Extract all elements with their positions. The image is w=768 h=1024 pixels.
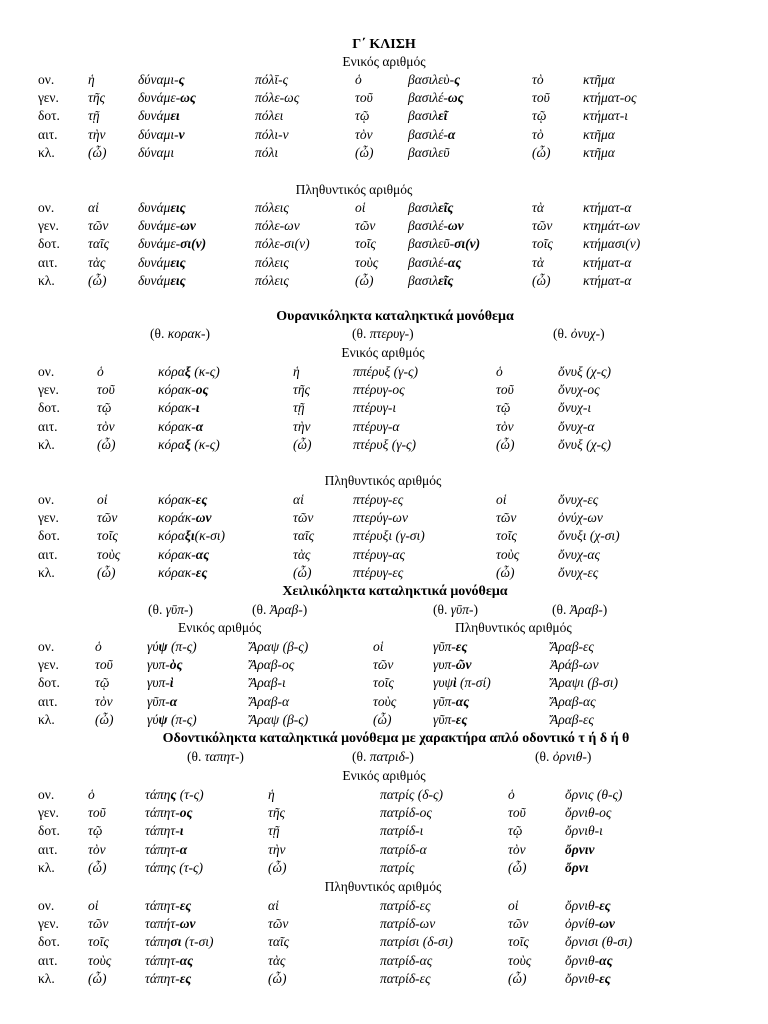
table-cell: βασιλεῦ-σι(ν)	[408, 236, 481, 252]
table-cell: τῶν	[355, 218, 376, 234]
case-label: γεν.	[38, 218, 59, 234]
table-cell: ὁ	[97, 364, 104, 379]
section-3-title: Χειλικόληκτα καταληκτικά μονόθεμα	[282, 584, 508, 599]
table-cell: τῶν	[88, 916, 109, 932]
table-cell: τοῦ	[97, 382, 115, 398]
table-cell: (ὦ)	[95, 711, 114, 727]
table-cell: κόρακ-ες	[158, 564, 208, 580]
table-cell: τοὺς	[355, 254, 379, 270]
table-cell: κόρακ-ες	[158, 492, 208, 507]
table-cell: τάπητ-ας	[145, 952, 194, 968]
table-cell: πόλε-ων	[255, 218, 300, 234]
table-cell: (ὦ)	[293, 436, 312, 452]
table-cell: κτημάτ-ων	[583, 218, 640, 234]
table-cell: Ἄραβ-α	[249, 693, 290, 709]
table-cell: τῷ	[88, 823, 103, 839]
table-cell: τοὺς	[97, 546, 121, 562]
section-4-singular-label: Ενικός αριθμός	[342, 768, 426, 783]
table-cell: πατρίδ-α	[380, 841, 427, 857]
section-2-stem-1: (θ. κορακ-)	[150, 326, 210, 341]
case-label: δοτ.	[38, 400, 60, 416]
table-cell: τάπητ-ες	[145, 970, 192, 986]
case-label: γεν.	[38, 510, 59, 526]
table-cell: τοῖς	[355, 236, 376, 252]
table-cell: (ὦ)	[355, 272, 374, 288]
table-cell: ὄνυχ-ας	[558, 546, 600, 562]
table-cell: γύψ (π-ς)	[147, 711, 197, 727]
table-cell: κόρακ-ας	[158, 546, 210, 562]
table-cell: κόραξι(κ-σι)	[158, 528, 225, 544]
table-cell: βασιλεῖς	[408, 200, 454, 215]
table-cell: δύναμι-ς	[138, 72, 185, 87]
table-cell: τῆς	[268, 805, 286, 821]
table-cell: βασιλεῦ	[408, 144, 450, 160]
table-cell: τοῖς	[496, 528, 517, 544]
table-cell: τὴν	[268, 841, 286, 857]
table-cell: ὄρνις (θ-ς)	[565, 787, 623, 802]
table-cell: τὰ	[532, 200, 544, 215]
table-cell: κτῆμα	[583, 144, 615, 160]
table-cell: ὄνυξ (χ-ς)	[558, 364, 611, 379]
table-cell: δύναμι-ν	[138, 126, 185, 142]
table-cell: τὸν	[355, 126, 373, 142]
table-cell: τὸν	[508, 841, 526, 857]
table-cell: πόλε-ως	[255, 90, 300, 106]
table-cell: πτέρυξ (γ-ς)	[353, 436, 417, 452]
table-cell: τῶν	[373, 657, 394, 673]
table-cell: τῇ	[88, 108, 100, 124]
table-cell: τῶν	[532, 218, 553, 234]
table-cell: ὄρνιθ-ες	[565, 970, 611, 986]
table-cell: οἱ	[373, 639, 384, 654]
case-label: γεν.	[38, 657, 59, 673]
table-cell: κόραξ (κ-ς)	[158, 364, 220, 379]
table-cell: τάπητ-ες	[145, 898, 192, 913]
table-cell: (ὦ)	[355, 144, 374, 160]
page-title: Γ΄ ΚΛΙΣΗ	[352, 37, 416, 52]
table-cell: τῇ	[293, 400, 305, 416]
table-cell: κόρακ-ι	[158, 400, 200, 416]
table-cell: Ἄραβ-ι	[249, 675, 286, 691]
table-cell: τοῦ	[88, 805, 106, 821]
table-cell: βασιλεῖς	[408, 272, 454, 288]
table-cell: τάπης (τ-ς)	[145, 859, 204, 875]
table-cell: βασιλέ-ας	[408, 254, 462, 270]
table-cell: τῷ	[95, 675, 110, 691]
case-label: κλ.	[38, 144, 55, 160]
table-cell: γυπ-ὸς	[147, 657, 183, 673]
case-label: αιτ.	[38, 546, 58, 562]
table-cell: κτήματ-α	[583, 200, 632, 215]
table-cell: πτέρυγ-ι	[353, 400, 397, 416]
table-cell: πόλει	[255, 108, 284, 124]
section-1-singular-label: Ενικός αριθμός	[342, 54, 426, 69]
table-cell: κτήματ-α	[583, 254, 632, 270]
table-cell: τῶν	[293, 510, 314, 526]
table-cell: τὸ	[532, 72, 544, 87]
table-cell: τοῖς	[88, 934, 109, 950]
section-3-stem-2: (θ. Ἀραβ-)	[252, 602, 308, 617]
table-cell: δυνάμεις	[138, 200, 186, 215]
table-cell: τῷ	[532, 108, 547, 124]
table-cell: δυνάμει	[138, 108, 180, 124]
section-3-stem-3: (θ. γῡπ-)	[433, 602, 478, 617]
table-cell: γυπ-ῶν	[433, 657, 472, 673]
table-cell: ὄνυξ (χ-ς)	[558, 436, 611, 452]
case-label: δοτ.	[38, 236, 60, 252]
table-cell: ὄρνιθ-ι	[565, 823, 603, 839]
table-cell: βασιλέ-ως	[408, 90, 464, 106]
table-cell: (ὦ)	[508, 859, 527, 875]
table-cell: γυπ-ὶ	[147, 675, 174, 691]
table-cell: ταῖς	[293, 528, 315, 544]
table-cell: (ὦ)	[496, 564, 515, 580]
case-label: δοτ.	[38, 934, 60, 950]
case-label: ον.	[38, 364, 55, 379]
table-cell: τοῖς	[97, 528, 118, 544]
table-cell: τῆς	[88, 90, 106, 106]
table-cell: τὸν	[88, 841, 106, 857]
table-cell: κτήματ-α	[583, 272, 632, 288]
case-label: δοτ.	[38, 108, 60, 124]
section-4-title: Οδοντικόληκτα καταληκτικά μονόθεμα με χαρακτήρα απλό οδοντικό τ ή δ ή θ	[162, 731, 630, 746]
table-cell: ἡ	[293, 364, 300, 379]
case-label: κλ.	[38, 859, 55, 875]
section-3-stem-4: (θ. Ἀραβ-)	[552, 602, 608, 617]
case-label: κλ.	[38, 711, 55, 727]
table-cell: πατρίς	[380, 859, 415, 875]
table-cell: ὄνυξι (χ-σι)	[558, 528, 620, 544]
table-cell: πτερύγ-ων	[353, 510, 408, 526]
section-4-stem-3: (θ. ὀρνιθ-)	[535, 749, 592, 764]
table-cell: τοῖς	[373, 675, 394, 691]
table-cell: (ὦ)	[88, 859, 107, 875]
table-cell: δύναμι	[138, 144, 175, 160]
table-cell: κοράκ-ων	[158, 510, 212, 526]
section-3-singular-label: Ενικός αριθμός	[178, 620, 262, 635]
case-label: κλ.	[38, 436, 55, 452]
table-cell: ὁ	[88, 787, 95, 802]
table-cell: τῷ	[496, 400, 511, 416]
table-cell: τοῦ	[532, 90, 550, 106]
case-label: δοτ.	[38, 528, 60, 544]
table-cell: τῶν	[268, 916, 289, 932]
table-cell: πτέρυξι (γ-σι)	[353, 528, 425, 544]
table-cell: ὁ	[95, 639, 102, 654]
table-cell: τῶν	[97, 510, 118, 526]
table-cell: πόλι	[255, 144, 279, 160]
table-cell: τοῦ	[95, 657, 113, 673]
case-label: ον.	[38, 492, 55, 507]
table-cell: κόρακ-ος	[158, 382, 209, 398]
table-cell: τοῦ	[508, 805, 526, 821]
table-cell: βασιλεὺ-ς	[408, 72, 461, 87]
table-cell: πόλι-ν	[255, 126, 289, 142]
table-cell: τὸν	[496, 418, 514, 434]
case-label: ον.	[38, 787, 55, 802]
case-label: δοτ.	[38, 823, 60, 839]
table-cell: ὀνύχ-ων	[558, 510, 603, 526]
table-cell: ὄνυχ-ες	[558, 564, 599, 580]
table-cell: πατρίδ-ας	[380, 952, 433, 968]
table-cell: δυνάμεις	[138, 272, 186, 288]
table-cell: τὰς	[268, 952, 286, 968]
case-label: δοτ.	[38, 675, 60, 691]
table-cell: κτήματ-ι	[583, 108, 628, 124]
table-cell: τοῖς	[532, 236, 553, 252]
table-cell: τὴν	[293, 418, 311, 434]
table-cell: πτέρυγ-ες	[353, 564, 404, 580]
table-cell: ππέρυξ (γ-ς)	[353, 364, 418, 379]
table-cell: τοὺς	[508, 952, 532, 968]
table-cell: τῷ	[97, 400, 112, 416]
section-3-stem-1: (θ. γῡπ-)	[148, 602, 193, 617]
table-cell: Ἀράβ-ων	[550, 657, 599, 673]
table-cell: οἱ	[355, 200, 366, 215]
table-cell: γῦπ-ας	[433, 693, 470, 709]
table-cell: (ὦ)	[508, 970, 527, 986]
case-label: αιτ.	[38, 952, 58, 968]
table-cell: δυνάμε-ων	[138, 218, 196, 234]
case-label: κλ.	[38, 564, 55, 580]
table-cell: αἱ	[88, 200, 99, 215]
table-cell: (ὦ)	[532, 144, 551, 160]
table-cell: Ἄραβ-ος	[249, 657, 295, 673]
table-cell: τὸν	[97, 418, 115, 434]
table-cell: Ἄραβ-ας	[550, 693, 596, 709]
table-cell: πατρίσι (δ-σι)	[380, 934, 453, 950]
table-cell: τάπης (τ-ς)	[145, 787, 204, 802]
section-4-stem-1: (θ. ταπητ-)	[187, 749, 244, 764]
table-cell: ὄνυχ-ες	[558, 492, 599, 507]
table-cell: πόλεις	[255, 272, 289, 288]
table-cell: (ὦ)	[88, 144, 107, 160]
case-label: αιτ.	[38, 418, 58, 434]
table-cell: πατρίδ-ες	[380, 898, 431, 913]
case-label: γεν.	[38, 916, 59, 932]
case-label: κλ.	[38, 970, 55, 986]
case-label: ον.	[38, 639, 55, 654]
table-cell: τὸν	[95, 693, 113, 709]
table-cell: (ὦ)	[268, 970, 287, 986]
table-cell: ὄνυχ-ι	[558, 400, 592, 416]
table-cell: τάπητ-ος	[145, 805, 193, 821]
table-cell: κτήμασι(ν)	[583, 236, 641, 252]
case-label: αιτ.	[38, 693, 58, 709]
table-cell: οἱ	[508, 898, 519, 913]
table-cell: ὄνυχ-ος	[558, 382, 600, 398]
table-cell: ὄρνισι (θ-σι)	[565, 934, 633, 950]
table-cell: (ὦ)	[293, 564, 312, 580]
table-cell: τάπητ-α	[145, 841, 188, 857]
table-cell: πατρίδ-ος	[380, 805, 432, 821]
table-cell: (ὦ)	[88, 970, 107, 986]
table-cell: (ὦ)	[97, 564, 116, 580]
table-cell: ἡ	[88, 72, 95, 87]
table-cell: τὰ	[532, 254, 544, 270]
table-cell: γῦπ-ες	[433, 711, 468, 727]
table-cell: τῷ	[355, 108, 370, 124]
table-cell: πτέρυγ-ος	[353, 382, 405, 398]
case-label: ον.	[38, 898, 55, 913]
case-label: ον.	[38, 200, 55, 215]
table-cell: κόρακ-α	[158, 418, 204, 434]
case-label: αιτ.	[38, 841, 58, 857]
table-cell: τὸ	[532, 126, 544, 142]
table-cell: αἱ	[293, 492, 304, 507]
section-2-title: Ουρανικόληκτα καταληκτικά μονόθεμα	[276, 309, 514, 324]
table-cell: ὁ	[496, 364, 503, 379]
table-cell: τῇ	[268, 823, 280, 839]
table-cell: (ὦ)	[97, 436, 116, 452]
table-cell: (ὦ)	[88, 272, 107, 288]
table-cell: τῶν	[496, 510, 517, 526]
table-cell: βασιλεῖ	[408, 108, 448, 124]
table-cell: κτήματ-ος	[583, 90, 637, 106]
table-cell: κτῆμα	[583, 126, 615, 142]
table-cell: γυψὶ (π-σί)	[433, 675, 491, 691]
case-label: γεν.	[38, 90, 59, 106]
table-cell: οἱ	[97, 492, 108, 507]
case-label: γεν.	[38, 805, 59, 821]
table-cell: πατρίδ-ες	[380, 970, 431, 986]
table-cell: ὄνυχ-α	[558, 418, 595, 434]
table-cell: τάπητ-ι	[145, 823, 184, 839]
table-cell: ὄρνιν	[565, 841, 595, 857]
section-4-plural-label: Πληθυντικός αριθμός	[324, 879, 442, 894]
table-cell: τοῖς	[508, 934, 529, 950]
table-cell: ὁ	[508, 787, 515, 802]
table-cell: γύψ (π-ς)	[147, 639, 197, 654]
table-cell: τοὺς	[88, 952, 112, 968]
table-cell: πτέρυγ-ες	[353, 492, 404, 507]
section-2-singular-label: Ενικός αριθμός	[341, 345, 425, 360]
table-cell: αἱ	[268, 898, 279, 913]
section-1-plural-label: Πληθυντικός αριθμός	[295, 182, 413, 197]
table-cell: πατρίδ-ι	[380, 823, 424, 839]
table-cell: τοὺς	[496, 546, 520, 562]
table-cell: δυνάμε-ως	[138, 90, 196, 106]
table-cell: πατρίς (δ-ς)	[380, 787, 444, 802]
table-cell: ταῖς	[88, 236, 110, 252]
table-cell: δυνάμε-σι(ν)	[138, 236, 207, 252]
table-cell: (ὦ)	[532, 272, 551, 288]
table-cell: τῶν	[88, 218, 109, 234]
table-cell: Ἄραβ-ες	[550, 639, 594, 654]
table-cell: πτέρυγ-α	[353, 418, 400, 434]
table-cell: οἱ	[88, 898, 99, 913]
table-cell: ὄρνι	[565, 859, 589, 875]
table-cell: (ὦ)	[496, 436, 515, 452]
table-cell: ὄρνιθ-ος	[565, 805, 612, 821]
table-cell: οἱ	[496, 492, 507, 507]
table-cell: ταπήτ-ων	[145, 916, 196, 932]
case-label: αιτ.	[38, 126, 58, 142]
table-cell: τοὺς	[373, 693, 397, 709]
table-cell: βασιλέ-α	[408, 126, 456, 142]
section-2-stem-2: (θ. πτερυγ-)	[352, 326, 414, 341]
table-cell: τάπησι (τ-σι)	[145, 934, 214, 950]
table-cell: πατρίδ-ων	[380, 916, 436, 932]
table-cell: κτῆμα	[583, 72, 615, 87]
table-cell: Ἄραψι (β-σι)	[550, 675, 618, 691]
table-cell: τῷ	[508, 823, 523, 839]
table-cell: Ἄραψ (β-ς)	[249, 711, 309, 727]
table-cell: πόλε-σι(ν)	[255, 236, 310, 252]
table-cell: γῦπ-ες	[433, 639, 468, 654]
table-cell: πόλεις	[255, 200, 289, 215]
table-cell: κόραξ (κ-ς)	[158, 436, 220, 452]
table-cell: ὁ	[355, 72, 362, 87]
table-cell: τοῦ	[496, 382, 514, 398]
table-cell: τοῦ	[355, 90, 373, 106]
table-cell: βασιλέ-ων	[408, 218, 464, 234]
section-2-plural-label: Πληθυντικός αριθμός	[324, 473, 442, 488]
section-4-stem-2: (θ. πατριδ-)	[352, 749, 414, 764]
table-cell: πτέρυγ-ας	[353, 546, 405, 562]
table-cell: ὄρνιθ-ες	[565, 898, 611, 913]
table-cell: τὰς	[293, 546, 311, 562]
table-cell: πόλῑ-ς	[255, 72, 289, 87]
table-cell: (ὦ)	[373, 711, 392, 727]
table-cell: Ἄραψ (β-ς)	[249, 639, 309, 654]
table-cell: πόλεις	[255, 254, 289, 270]
table-cell: (ὦ)	[268, 859, 287, 875]
section-3-plural-label: Πληθυντικός αριθμός	[455, 620, 572, 635]
table-cell: τῆς	[293, 382, 311, 398]
table-cell: τῶν	[508, 916, 529, 932]
table-cell: τὰς	[88, 254, 106, 270]
table-cell: ταῖς	[268, 934, 290, 950]
table-cell: ὄρνιθ-ας	[565, 952, 613, 968]
section-2-stem-3: (θ. ὀνυχ-)	[553, 326, 605, 341]
table-cell: τὴν	[88, 126, 106, 142]
table-cell: ὀρνίθ-ων	[565, 916, 615, 932]
table-cell: Ἄραβ-ες	[550, 711, 594, 727]
table-cell: ἡ	[268, 787, 275, 802]
case-label: ον.	[38, 72, 55, 87]
table-cell: γῦπ-α	[147, 693, 178, 709]
case-label: κλ.	[38, 272, 55, 288]
case-label: γεν.	[38, 382, 59, 398]
case-label: αιτ.	[38, 254, 58, 270]
table-cell: δυνάμεις	[138, 254, 186, 270]
